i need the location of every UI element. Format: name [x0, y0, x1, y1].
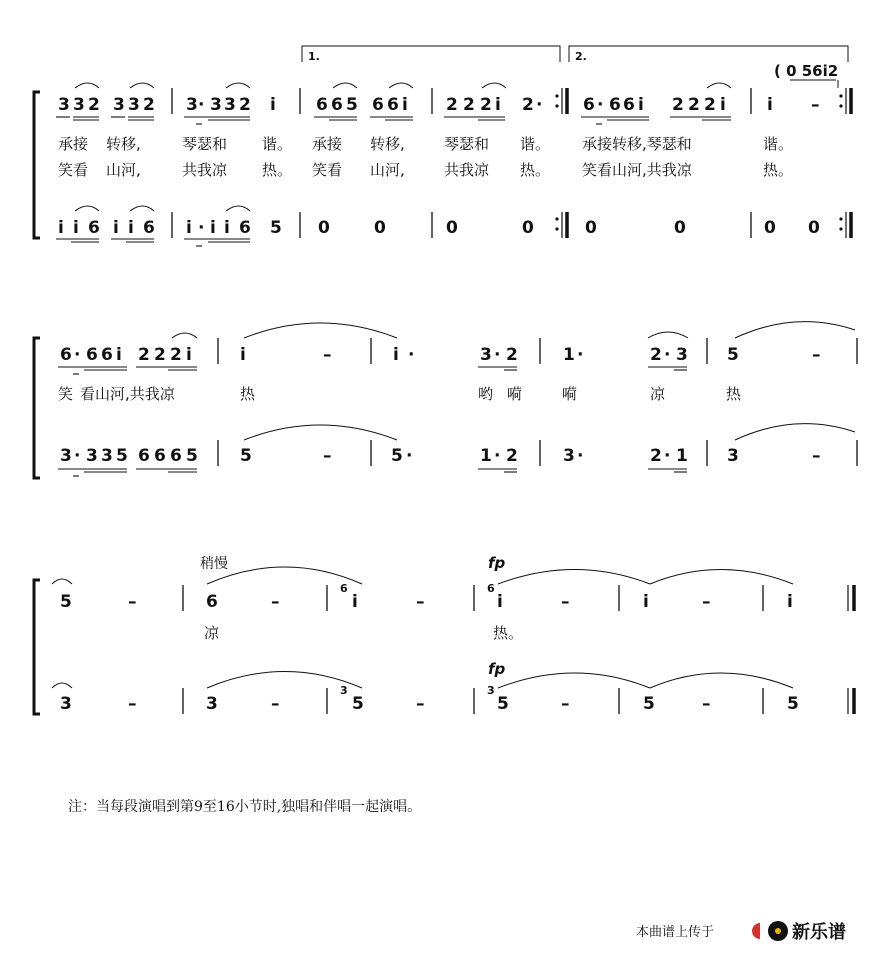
lyric: 琴瑟和 — [182, 135, 228, 153]
lyric: 承接转移,琴瑟和 — [582, 135, 692, 153]
system-2-upper-beams — [58, 367, 687, 374]
note: i — [638, 95, 644, 115]
note: 6 — [138, 446, 150, 466]
lyric: 谐。 — [520, 135, 551, 153]
note: 5 — [346, 95, 358, 115]
dynamic-marking-upper: fp — [488, 554, 506, 572]
note: · — [597, 95, 604, 115]
note: 0 — [764, 218, 776, 238]
lyric: 嗬 — [562, 385, 578, 403]
system-2-lyrics — [58, 385, 742, 403]
lyric: 共我凉 — [182, 161, 228, 179]
note: 5 — [643, 694, 655, 714]
note: – — [561, 694, 570, 714]
note: – — [812, 446, 821, 466]
note: · — [198, 95, 205, 115]
lyric: 承接 — [58, 135, 89, 153]
note: 6 — [170, 446, 182, 466]
note: 2 — [704, 95, 716, 115]
note: 6 — [60, 345, 72, 365]
note: · — [577, 446, 584, 466]
note: 3 — [676, 345, 688, 365]
lyric: 凉 — [650, 385, 666, 403]
note: i — [73, 218, 79, 238]
note: 3 — [186, 95, 198, 115]
lyric: 山河, — [106, 161, 141, 179]
lyric: 转移, — [370, 135, 405, 153]
note: 6 — [372, 95, 384, 115]
note: i — [186, 345, 192, 365]
note: 6 — [86, 345, 98, 365]
system-3-bracket — [34, 580, 40, 714]
note: 0 — [318, 218, 330, 238]
note: 0 — [374, 218, 386, 238]
note: 2 — [154, 345, 166, 365]
note: 5 — [787, 694, 799, 714]
system-3-lower-slurs — [52, 672, 793, 689]
note: 3 — [60, 446, 72, 466]
note: i — [720, 95, 726, 115]
note: 2 — [239, 95, 251, 115]
note: · — [664, 446, 671, 466]
lyric: 热。 — [520, 161, 551, 179]
dynamic-marking-lower: fp — [488, 660, 506, 678]
system-2-upper-slurs — [172, 322, 855, 338]
lyric: 凉 — [204, 624, 220, 642]
note: 6 — [387, 95, 399, 115]
note: 2 — [688, 95, 700, 115]
logo-text: 新乐谱 — [792, 922, 846, 943]
system-1-lyrics-verse-2 — [58, 161, 793, 179]
note: 5 — [270, 218, 282, 238]
system-2-bracket — [34, 338, 40, 478]
note: 5 — [352, 694, 364, 714]
note: 6 — [101, 345, 113, 365]
note: 3 — [73, 95, 85, 115]
system-3-upper-barlines — [183, 585, 854, 611]
lyric: 转移, — [106, 135, 141, 153]
lyric: 山河, — [370, 161, 405, 179]
note: 5 — [186, 446, 198, 466]
system-1-lyrics-verse-1 — [58, 135, 793, 153]
note: 1 — [676, 446, 688, 466]
system-1-upper-slurs — [75, 83, 731, 88]
note: 3 — [113, 95, 125, 115]
note: 2 — [650, 345, 662, 365]
note: i — [128, 218, 134, 238]
note: · — [74, 345, 81, 365]
note: i — [113, 218, 119, 238]
system-3-upper-slurs — [52, 567, 793, 584]
note: 2 — [88, 95, 100, 115]
note: i — [240, 345, 246, 365]
lyric: 嗬 — [507, 385, 523, 403]
system-2-lower-barlines — [218, 440, 857, 466]
system-2-lower-beams — [58, 469, 687, 476]
system-3-upper-part — [60, 592, 793, 612]
note: · — [494, 345, 501, 365]
note: 6 — [609, 95, 621, 115]
system-2-upper-barlines — [218, 338, 857, 364]
note: · — [74, 446, 81, 466]
note: – — [271, 592, 280, 612]
note: – — [323, 345, 332, 365]
note: 6 — [154, 446, 166, 466]
note: 2 — [138, 345, 150, 365]
note: 0 — [674, 218, 686, 238]
volta-1-bracket — [302, 46, 560, 62]
lyric: 承接 — [312, 135, 343, 153]
note: 3 — [563, 446, 575, 466]
note: i — [270, 95, 276, 115]
note: 0 — [446, 218, 458, 238]
note: 6 — [143, 218, 155, 238]
note: i — [210, 218, 216, 238]
system-1-lower-repeat-signs — [555, 212, 851, 238]
note: 3 — [480, 345, 492, 365]
note: 1 — [480, 446, 492, 466]
note: 3 — [58, 95, 70, 115]
note: i — [643, 592, 649, 612]
lyric: 笑看 — [312, 161, 343, 179]
note: 6 — [331, 95, 343, 115]
note: 2 — [522, 95, 534, 115]
note: 5 — [240, 446, 252, 466]
system-3-lower-part — [60, 694, 799, 714]
note: 2 — [506, 345, 518, 365]
note: · — [408, 345, 415, 365]
note: 3 — [210, 95, 222, 115]
note: 3 — [224, 95, 236, 115]
record-disc-icon — [768, 921, 788, 941]
note: i — [495, 95, 501, 115]
system-1-bracket — [34, 92, 40, 238]
note: 0 — [808, 218, 820, 238]
note: 3 — [128, 95, 140, 115]
note: · — [577, 345, 584, 365]
note: i — [767, 95, 773, 115]
note: i — [393, 345, 399, 365]
grace-note: 3 — [340, 684, 348, 697]
logo-mark-icon — [752, 923, 760, 939]
note: – — [561, 592, 570, 612]
note: 3 — [60, 694, 72, 714]
note: i — [402, 95, 408, 115]
lyric: 哟 — [478, 385, 494, 403]
note: 3 — [727, 446, 739, 466]
note: i — [58, 218, 64, 238]
note: · — [536, 95, 543, 115]
note: – — [323, 446, 332, 466]
pickup-notes: ( 0 56i2 — [774, 62, 839, 80]
note: · — [664, 345, 671, 365]
system-3 — [34, 554, 854, 714]
system-1-lower-slurs — [75, 206, 250, 211]
note: 6 — [88, 218, 100, 238]
note: 5 — [60, 592, 72, 612]
lyric: 共我凉 — [444, 161, 490, 179]
note: – — [812, 345, 821, 365]
note: 2 — [672, 95, 684, 115]
note: i — [224, 218, 230, 238]
lyric: 热。 — [262, 161, 293, 179]
lyric: 热 — [726, 385, 742, 403]
note: i — [352, 592, 358, 612]
note: 2 — [506, 446, 518, 466]
note: 2 — [650, 446, 662, 466]
note: 3 — [101, 446, 113, 466]
note: 2 — [170, 345, 182, 365]
note: – — [128, 592, 137, 612]
note: 1 — [563, 345, 575, 365]
volta-2-bracket — [569, 46, 848, 62]
tempo-marking: 稍慢 — [200, 556, 228, 572]
note: 2 — [480, 95, 492, 115]
system-3-lyrics — [204, 624, 523, 642]
system-1-lower-beams — [56, 239, 250, 246]
note: 6 — [206, 592, 218, 612]
lyric: 笑 — [58, 385, 74, 403]
site-logo[interactable] — [752, 918, 846, 944]
upload-credit: 本曲谱上传于 — [636, 925, 715, 940]
grace-note: 6 — [487, 582, 495, 595]
note: – — [702, 694, 711, 714]
note: 5 — [391, 446, 403, 466]
lyric: 看山河,共我凉 — [80, 385, 175, 403]
note: i — [497, 592, 503, 612]
lyric: 笑看 — [58, 161, 89, 179]
lyric: 琴瑟和 — [444, 135, 490, 153]
note: i — [116, 345, 122, 365]
note: 6 — [583, 95, 595, 115]
note: i — [186, 218, 192, 238]
note: · — [406, 446, 413, 466]
note: · — [198, 218, 205, 238]
volta-1-label: 1. — [308, 50, 320, 63]
note: – — [128, 694, 137, 714]
system-2-lower-slurs — [244, 424, 855, 440]
note: 5 — [727, 345, 739, 365]
note: 6 — [623, 95, 635, 115]
note: · — [494, 446, 501, 466]
note: – — [811, 95, 820, 115]
note: 0 — [585, 218, 597, 238]
note: – — [416, 592, 425, 612]
note: – — [702, 592, 711, 612]
note: 2 — [143, 95, 155, 115]
system-3-lower-barlines — [183, 688, 854, 714]
footnote: 注：当每段演唱到第9至16小节时,独唱和伴唱一起演唱。 — [68, 799, 422, 815]
grace-note: 3 — [487, 684, 495, 697]
grace-note: 6 — [340, 582, 348, 595]
note: 5 — [497, 694, 509, 714]
note: 2 — [463, 95, 475, 115]
lyric: 热 — [240, 385, 256, 403]
note: 3 — [206, 694, 218, 714]
note: 2 — [446, 95, 458, 115]
system-1 — [34, 46, 851, 246]
lyric: 热。 — [493, 624, 524, 642]
note: 5 — [116, 446, 128, 466]
note: 6 — [316, 95, 328, 115]
note: 0 — [522, 218, 534, 238]
note: i — [787, 592, 793, 612]
note: – — [271, 694, 280, 714]
lyric: 热。 — [763, 161, 794, 179]
system-1-upper-barlines — [172, 88, 751, 114]
note: – — [416, 694, 425, 714]
lyric: 谐。 — [763, 135, 794, 153]
system-2 — [34, 322, 857, 478]
note: 3 — [86, 446, 98, 466]
volta-2-label: 2. — [575, 50, 587, 63]
lyric: 笑看山河,共我凉 — [582, 161, 692, 179]
system-1-lower-barlines — [172, 212, 751, 238]
lyric: 谐。 — [262, 135, 293, 153]
note: 6 — [239, 218, 251, 238]
